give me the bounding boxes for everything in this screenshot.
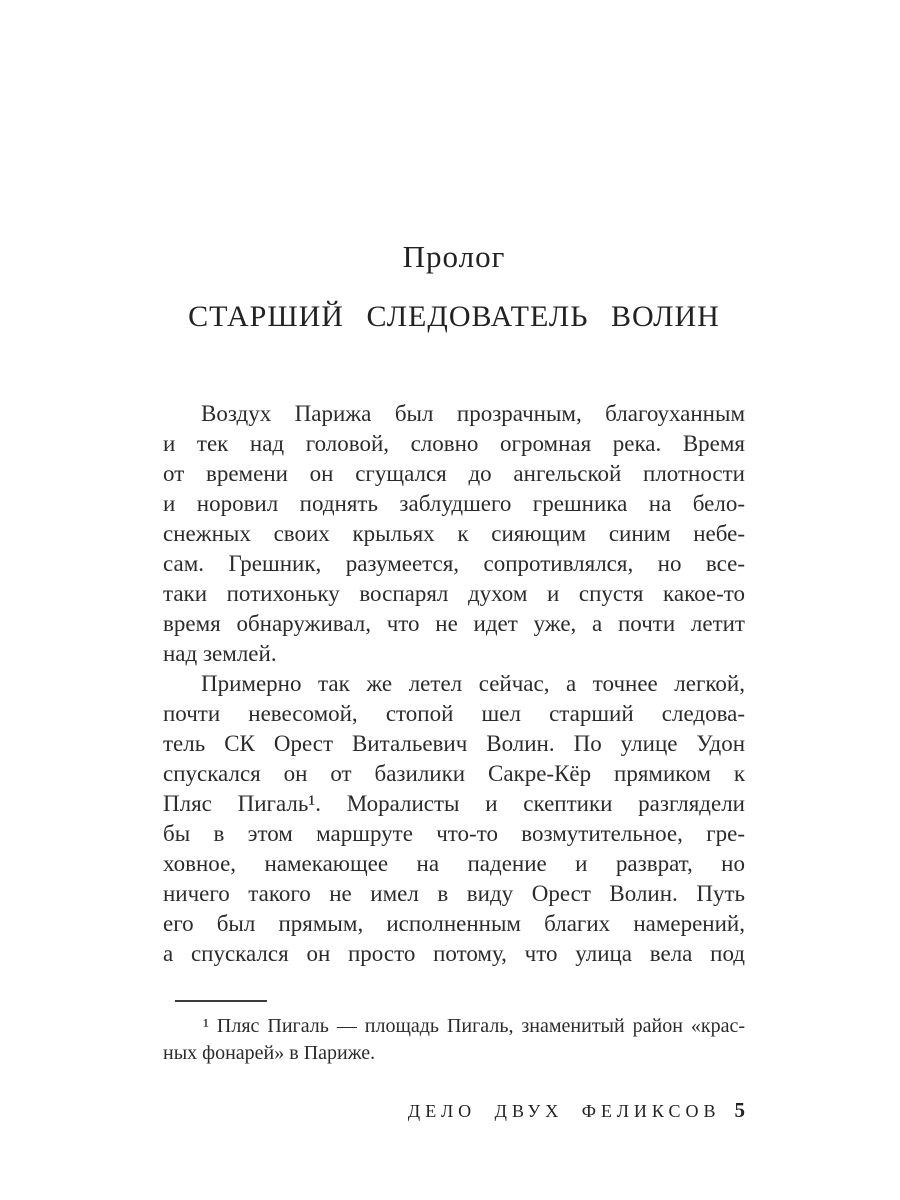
text-line: сам. Грешник, разумеется, сопротивлялся, но все-: [163, 551, 745, 576]
text-line: тель СК Орест Витальевич Волин. По улице Удон: [163, 731, 745, 756]
text-line: время обнаруживал, что не идет уже, а почти летит: [163, 611, 745, 636]
paragraph: [163, 399, 745, 669]
footnote-line: ных фонарей» в Париже.: [163, 1042, 376, 1064]
footnote-line: ¹ Пляс Пигаль — площадь Пигаль, знаменитый район «крас-: [203, 1015, 745, 1037]
text-line: ховное, намекающее на падение и разврат, но: [163, 851, 745, 876]
text-line: над землей.: [163, 641, 277, 666]
text-line: спускался он от базилики Сакре-Кёр прямиком к: [163, 761, 745, 786]
text-line: таки потихоньку воспарял духом и спустя какое-то: [163, 581, 745, 606]
text-line: Пляс Пигаль¹. Моралисты и скептики разглядели: [163, 791, 745, 816]
text-line: почти невесомой, стопой шел старший следова-: [163, 701, 745, 726]
chapter-title: СТАРШИЙ СЛЕДОВАТЕЛЬ ВОЛИН: [188, 300, 720, 333]
footnote-divider: [175, 1000, 267, 1002]
body-text: [163, 399, 745, 969]
text-line: Примерно так же летел сейчас, а точнее легкой,: [201, 671, 745, 696]
paragraph: [163, 669, 745, 969]
text-line: бы в этом маршруте что-то возмутительное, гре-: [163, 821, 745, 846]
prologue-heading: Пролог: [402, 239, 506, 274]
footer-page-number: 5: [734, 1098, 745, 1122]
text-line: а спускался он просто потому, что улица вела под: [163, 941, 745, 966]
text-line: снежных своих крыльях к сияющим синим небе-: [163, 521, 745, 546]
footnote: [163, 1013, 745, 1067]
text-line: от времени он сгущался до ангельской плотности: [163, 461, 745, 486]
text-line: ничего такого не имел в виду Орест Волин. Путь: [163, 881, 745, 906]
footer-book-title: ДЕЛО ДВУХ ФЕЛИКСОВ: [407, 1101, 721, 1121]
text-line: и тек над головой, словно огромная река. Время: [163, 431, 745, 456]
running-footer: [163, 1098, 745, 1123]
text-line: Воздух Парижа был прозрачным, благоуханным: [201, 401, 745, 426]
text-line: его был прямым, исполненным благих намерений,: [163, 911, 745, 936]
text-line: и норовил поднять заблудшего грешника на бело-: [163, 491, 745, 516]
